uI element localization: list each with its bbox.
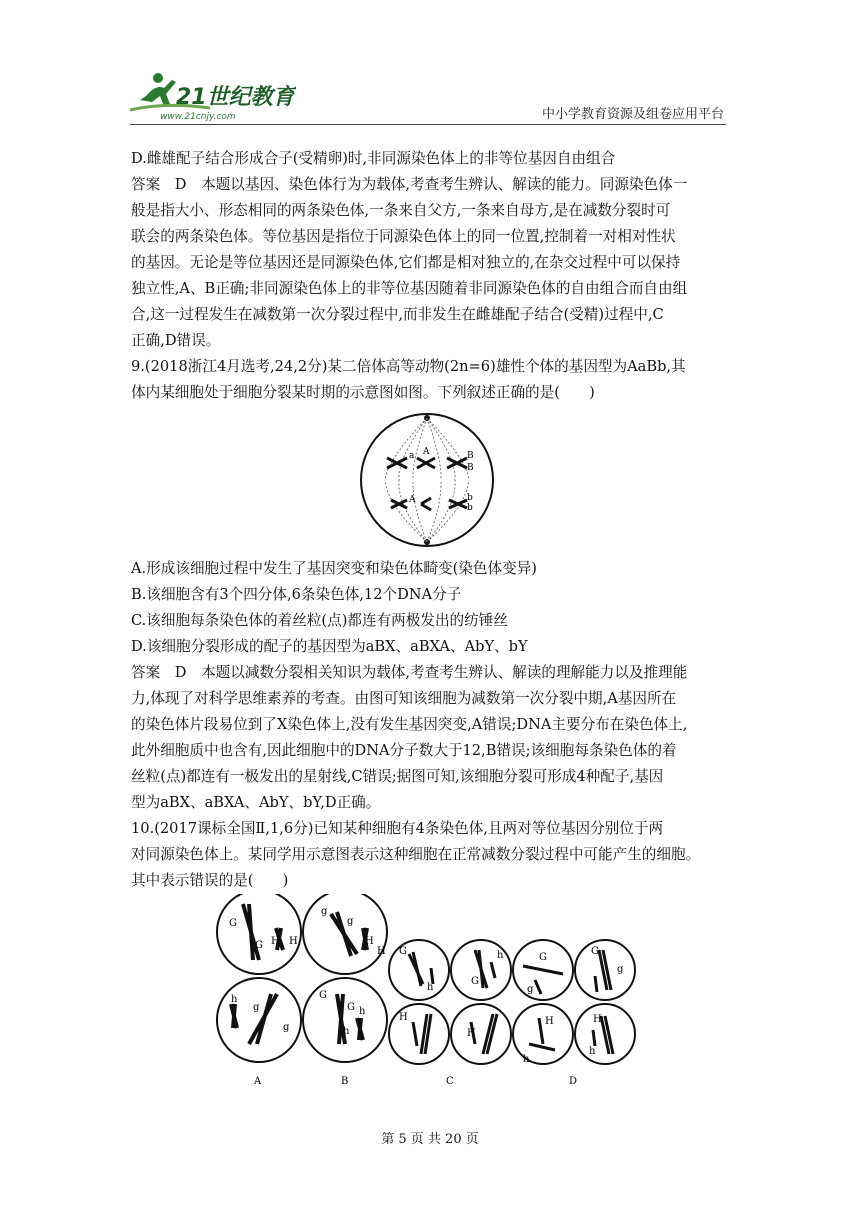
- svg-text:G: G: [591, 946, 599, 957]
- question-10-stem: 其中表示错误的是( ): [131, 872, 289, 889]
- site-logo: [126, 66, 296, 124]
- svg-text:h: h: [497, 950, 504, 961]
- svg-text:G: G: [319, 990, 327, 1001]
- svg-text:H: H: [467, 1028, 476, 1039]
- figure-meiosis-options: [131, 894, 729, 1094]
- page-number: 第 5 页 共 20 页: [381, 1132, 479, 1147]
- question-10-stem: 10.(2017课标全国Ⅱ,1,6分)已知某种细胞有4条染色体,且两对等位基因分别位于两: [131, 820, 664, 837]
- text-line: 合,这一过程发生在减数第一次分裂过程中,而非发生在雌雄配子结合(受精)过程中,C: [131, 306, 664, 323]
- svg-text:A: A: [423, 447, 430, 457]
- text-line: 型为aBX、aBXA、AbY、bY,D正确。: [131, 794, 381, 811]
- text-line: 力,体现了对科学思维素养的考查。由图可知该细胞为减数第一次分裂中期,A基因所在: [131, 690, 677, 707]
- svg-text:A: A: [254, 1076, 262, 1087]
- svg-text:h: h: [359, 1006, 366, 1017]
- logo-runner-head: [153, 73, 163, 83]
- logo-runner-body: [140, 80, 176, 106]
- svg-text:g: g: [321, 906, 328, 917]
- svg-text:B: B: [467, 451, 474, 461]
- svg-text:G: G: [399, 946, 407, 957]
- option-d-cells: [513, 940, 635, 1087]
- svg-text:h: h: [523, 1054, 530, 1065]
- svg-text:H: H: [365, 936, 374, 947]
- option-c-cells: [389, 940, 511, 1087]
- svg-text:B: B: [467, 463, 474, 473]
- figure-cell-division: [131, 406, 729, 556]
- option-a-cells: [217, 894, 301, 1087]
- svg-text:H: H: [593, 1014, 602, 1025]
- svg-text:b: b: [467, 493, 473, 503]
- option-c: C.该细胞每条染色体的着丝粒(点)都连有两极发出的纺锤丝: [131, 612, 508, 629]
- svg-text:h: h: [343, 1026, 350, 1037]
- text-line: 正确,D错误。: [131, 332, 221, 349]
- svg-text:h: h: [427, 982, 434, 993]
- text-line: 般是指大小、形态相同的两条染色体,一条来自父方,一条来自母方,是在减数分裂时可: [131, 202, 671, 219]
- svg-text:C: C: [446, 1076, 454, 1087]
- svg-text:H: H: [289, 936, 298, 947]
- question-9-stem: 9.(2018浙江4月选考,24,2分)某二倍体高等动物(2n=6)雄性个体的基因型为AaBb,其: [131, 358, 686, 375]
- option-b: B.该细胞含有3个四分体,6条染色体,12个DNA分子: [131, 586, 462, 603]
- svg-text:g: g: [347, 916, 354, 927]
- svg-text:g: g: [253, 1002, 260, 1013]
- platform-name: 中小学教育资源及组卷应用平台: [541, 107, 724, 122]
- svg-text:h: h: [231, 994, 238, 1005]
- svg-text:g: g: [617, 964, 624, 975]
- header-divider: [130, 124, 726, 125]
- question-9-stem: 体内某细胞处于细胞分裂某时期的示意图如图。下列叙述正确的是( ): [131, 384, 595, 401]
- option-d: D.该细胞分裂形成的配子的基因型为aBX、aBXA、AbY、bY: [131, 638, 528, 655]
- svg-text:H: H: [377, 946, 386, 957]
- text-line: 丝粒(点)都连有一极发出的星射线,C错误;据图可知,该细胞分裂可形成4种配子,基因: [131, 768, 664, 785]
- text-line: D.雌雄配子结合形成合子(受精卵)时,非同源染色体上的非等位基因自由组合: [131, 150, 616, 167]
- page-content: [131, 146, 729, 1094]
- text-line: 的染色体片段易位到了X染色体上,没有发生基因突变,A错误;DNA主要分布在染色体上,: [131, 716, 688, 733]
- svg-text:H: H: [271, 936, 280, 947]
- svg-text:H: H: [399, 1012, 408, 1023]
- svg-text:www.21cnjy.com: www.21cnjy.com: [160, 112, 236, 122]
- option-a: A.形成该细胞过程中发生了基因突变和染色体畸变(染色体变异): [131, 560, 538, 577]
- svg-text:G: G: [539, 952, 547, 963]
- svg-text:G: G: [255, 940, 263, 951]
- svg-text:G: G: [471, 976, 479, 987]
- text-line: 答案 D 本题以基因、染色体行为为载体,考查考生辨认、解读的能力。同源染色体一: [131, 176, 688, 193]
- svg-text:B: B: [341, 1076, 349, 1087]
- option-b-cells: [303, 894, 387, 1087]
- svg-text:g: g: [283, 1022, 290, 1033]
- text-line: 联会的两条染色体。等位基因是指位于同源染色体上的同一位置,控制着一对相对性状: [131, 228, 676, 245]
- text-line: 的基因。无论是等位基因还是同源染色体,它们都是相对独立的,在杂交过程中可以保持: [131, 254, 681, 271]
- svg-text:A: A: [409, 495, 416, 505]
- svg-text:H: H: [545, 1016, 554, 1027]
- text-line: 独立性,A、B正确;非同源染色体上的非等位基因随着非同源染色体的自由组合而自由组: [131, 280, 688, 297]
- svg-text:G: G: [347, 1002, 355, 1013]
- svg-text:21世纪教育: 21世纪教育: [176, 85, 295, 110]
- question-10-stem: 对同源染色体上。某同学用示意图表示这种细胞在正常减数分裂过程中可能产生的细胞。: [131, 846, 701, 863]
- svg-text:G: G: [229, 918, 237, 929]
- svg-text:D: D: [569, 1076, 578, 1087]
- text-line: 答案 D 本题以减数分裂相关知识为载体,考查考生辨认、解读的理解能力以及推理能: [131, 664, 688, 681]
- svg-text:g: g: [527, 984, 534, 995]
- text-line: 此外细胞质中也含有,因此细胞中的DNA分子数大于12,B错误;该细胞每条染色体的着: [131, 742, 677, 759]
- svg-text:b: b: [467, 503, 473, 513]
- svg-text:a: a: [409, 451, 415, 461]
- svg-text:h: h: [589, 1046, 596, 1057]
